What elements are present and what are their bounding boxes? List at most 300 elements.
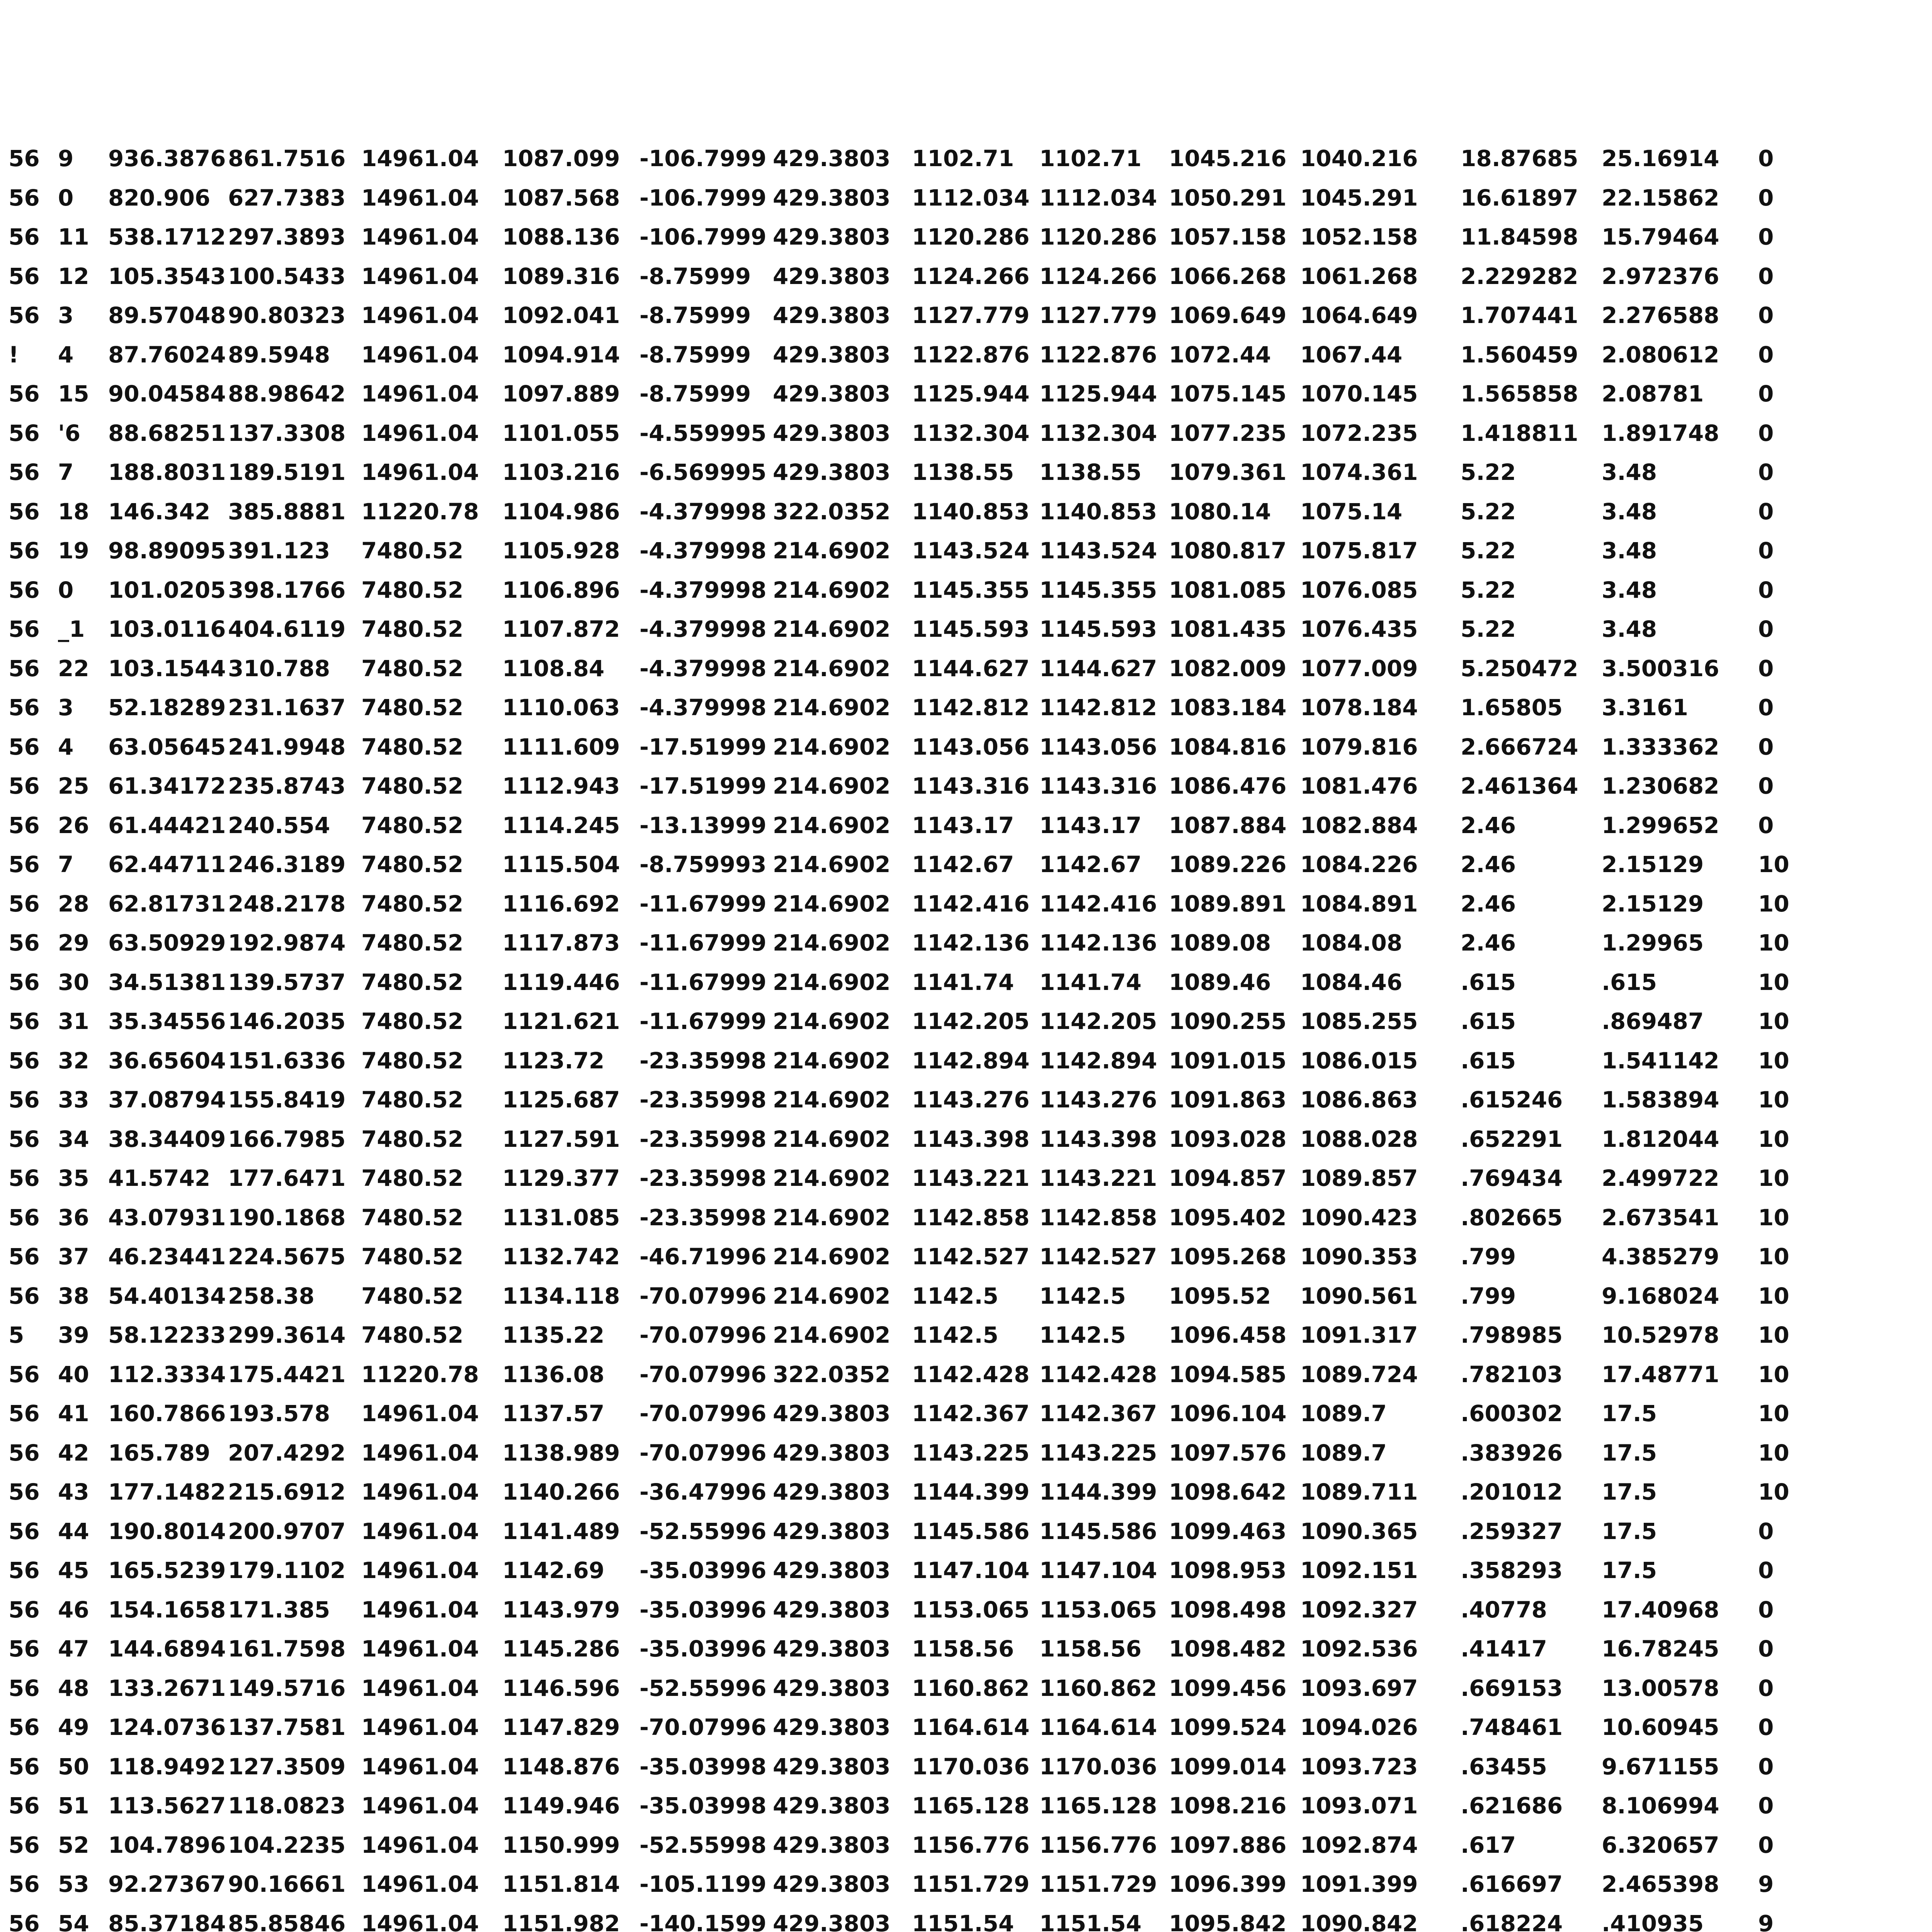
table-cell: 49 bbox=[58, 1714, 89, 1740]
table-cell: 62.44711 bbox=[108, 851, 226, 878]
table-cell: 1084.816 bbox=[1169, 733, 1287, 760]
table-cell: 10 bbox=[1758, 1361, 1789, 1388]
table-row bbox=[0, 1869, 1932, 1900]
table-cell: 18.87685 bbox=[1461, 145, 1578, 172]
table-cell: 1077.235 bbox=[1169, 420, 1287, 446]
table-cell: 627.7383 bbox=[228, 184, 346, 211]
table-cell: 56 bbox=[9, 851, 40, 878]
table-cell: 165.789 bbox=[108, 1439, 211, 1466]
table-cell: 429.3803 bbox=[773, 420, 891, 446]
table-cell: 8.106994 bbox=[1602, 1793, 1719, 1819]
table-cell: -4.379998 bbox=[639, 537, 767, 564]
table-cell: 1090.561 bbox=[1300, 1282, 1418, 1309]
table-cell: 10 bbox=[1758, 1479, 1789, 1505]
table-cell: 1092.151 bbox=[1300, 1557, 1418, 1583]
table-cell: 1092.327 bbox=[1300, 1596, 1418, 1623]
table-cell: -6.569995 bbox=[639, 459, 767, 485]
table-cell: 10 bbox=[1758, 1400, 1789, 1427]
table-cell: 1145.586 bbox=[912, 1518, 1030, 1544]
table-cell: .748461 bbox=[1461, 1714, 1563, 1740]
table-cell: 1108.84 bbox=[502, 655, 605, 682]
table-cell: 214.6902 bbox=[773, 1165, 891, 1191]
table-row bbox=[0, 1281, 1932, 1311]
table-cell: 149.5716 bbox=[228, 1675, 346, 1701]
table-row bbox=[0, 1476, 1932, 1507]
table-cell: 7480.52 bbox=[361, 1282, 464, 1309]
table-cell: 1143.316 bbox=[1039, 773, 1157, 799]
table-cell: 299.3614 bbox=[228, 1322, 346, 1348]
table-cell: 2.972376 bbox=[1602, 263, 1719, 289]
table-cell: 9 bbox=[1758, 1871, 1774, 1897]
table-cell: 56 bbox=[9, 1204, 40, 1231]
table-cell: -4.379998 bbox=[639, 616, 767, 642]
table-cell: 258.38 bbox=[228, 1282, 315, 1309]
table-cell: 1121.621 bbox=[502, 1008, 620, 1034]
table-cell: 2.15129 bbox=[1602, 890, 1704, 917]
table-row bbox=[0, 378, 1932, 409]
table-cell: 56 bbox=[9, 498, 40, 525]
table-cell: 429.3803 bbox=[773, 184, 891, 211]
table-cell: 7480.52 bbox=[361, 1047, 464, 1074]
table-cell: 1.29965 bbox=[1602, 930, 1704, 956]
table-cell: 1142.69 bbox=[502, 1557, 605, 1583]
table-cell: 56 bbox=[9, 1832, 40, 1858]
table-cell: 56 bbox=[9, 773, 40, 799]
table-cell: 56 bbox=[9, 302, 40, 328]
table-cell: 1142.894 bbox=[912, 1047, 1030, 1074]
table-cell: .41417 bbox=[1461, 1636, 1547, 1662]
table-cell: 1076.435 bbox=[1300, 616, 1418, 642]
table-cell: .616697 bbox=[1461, 1871, 1563, 1897]
table-cell: 1.565858 bbox=[1461, 381, 1578, 407]
table-row bbox=[0, 1790, 1932, 1821]
table-cell: 56 bbox=[9, 1165, 40, 1191]
table-cell: 1084.891 bbox=[1300, 890, 1418, 917]
table-cell: 214.6902 bbox=[773, 1087, 891, 1113]
table-cell: 118.0823 bbox=[228, 1793, 346, 1819]
table-row bbox=[0, 1594, 1932, 1625]
table-cell: 0 bbox=[1758, 1557, 1774, 1583]
table-cell: -106.7999 bbox=[639, 184, 767, 211]
table-row bbox=[0, 731, 1932, 762]
table-cell: 14961.04 bbox=[361, 1871, 479, 1897]
table-cell: 1145.355 bbox=[1039, 577, 1157, 603]
table-cell: 1127.779 bbox=[912, 302, 1030, 328]
table-cell: 0 bbox=[1758, 1753, 1774, 1780]
table-cell: 1156.776 bbox=[1039, 1832, 1157, 1858]
table-cell: 0 bbox=[1758, 1793, 1774, 1819]
table-cell: -4.379998 bbox=[639, 577, 767, 603]
table-cell: 192.9874 bbox=[228, 930, 346, 956]
table-cell: 1.65805 bbox=[1461, 694, 1563, 721]
table-cell: 1079.361 bbox=[1169, 459, 1287, 485]
table-cell: 17.40968 bbox=[1602, 1596, 1719, 1623]
table-cell: 1.333362 bbox=[1602, 733, 1719, 760]
table-cell: 10 bbox=[1758, 1439, 1789, 1466]
table-cell: 18 bbox=[58, 498, 89, 525]
table-cell: 14961.04 bbox=[361, 263, 479, 289]
table-cell: 139.5737 bbox=[228, 969, 346, 995]
table-cell: 429.3803 bbox=[773, 263, 891, 289]
table-cell: 429.3803 bbox=[773, 1910, 891, 1932]
table-cell: 56 bbox=[9, 1557, 40, 1583]
table-cell: 166.7985 bbox=[228, 1126, 346, 1152]
table-cell: 1080.14 bbox=[1169, 498, 1271, 525]
table-cell: 1129.377 bbox=[502, 1165, 620, 1191]
table-cell: .201012 bbox=[1461, 1479, 1563, 1505]
table-cell: 1117.873 bbox=[502, 930, 620, 956]
table-cell: 1143.979 bbox=[502, 1596, 620, 1623]
table-cell: -8.759993 bbox=[639, 851, 767, 878]
table-cell: 1069.649 bbox=[1169, 302, 1287, 328]
table-cell: 297.3893 bbox=[228, 224, 346, 250]
table-cell: 46.23441 bbox=[108, 1243, 226, 1270]
table-cell: 10 bbox=[1758, 1047, 1789, 1074]
table-cell: 1097.886 bbox=[1169, 1832, 1287, 1858]
table-cell: 2.465398 bbox=[1602, 1871, 1719, 1897]
table-row bbox=[0, 1830, 1932, 1861]
table-cell: 14961.04 bbox=[361, 184, 479, 211]
table-cell: 1119.446 bbox=[502, 969, 620, 995]
table-cell: 1077.009 bbox=[1300, 655, 1418, 682]
table-cell: 214.6902 bbox=[773, 1008, 891, 1034]
table-cell: 10.52978 bbox=[1602, 1322, 1719, 1348]
table-cell: 56 bbox=[9, 1753, 40, 1780]
table-cell: 1143.17 bbox=[912, 812, 1014, 838]
table-cell: 0 bbox=[1758, 224, 1774, 250]
table-cell: 214.6902 bbox=[773, 1047, 891, 1074]
table-cell: 42 bbox=[58, 1439, 89, 1466]
table-cell: 56 bbox=[9, 1793, 40, 1819]
table-cell: 14961.04 bbox=[361, 420, 479, 446]
table-cell: 54.40134 bbox=[108, 1282, 226, 1309]
table-cell: 33 bbox=[58, 1087, 89, 1113]
table-cell: 56 bbox=[9, 1439, 40, 1466]
table-cell: 7 bbox=[58, 851, 74, 878]
table-cell: 1143.316 bbox=[912, 773, 1030, 799]
table-cell: 1125.944 bbox=[1039, 381, 1157, 407]
table-cell: 146.2035 bbox=[228, 1008, 346, 1034]
table-cell: 10 bbox=[1758, 1165, 1789, 1191]
table-row bbox=[0, 1084, 1932, 1115]
table-cell: 34 bbox=[58, 1126, 89, 1152]
table-cell: 1136.08 bbox=[502, 1361, 605, 1388]
table-cell: -4.379998 bbox=[639, 498, 767, 525]
table-cell: 2.46 bbox=[1461, 930, 1516, 956]
table-cell: 1084.08 bbox=[1300, 930, 1403, 956]
table-row bbox=[0, 1006, 1932, 1037]
table-cell: 1094.857 bbox=[1169, 1165, 1287, 1191]
table-cell: 5 bbox=[9, 1322, 24, 1348]
table-cell: 1075.14 bbox=[1300, 498, 1403, 525]
table-cell: 56 bbox=[9, 616, 40, 642]
table-cell: 1089.724 bbox=[1300, 1361, 1418, 1388]
table-cell: 127.3509 bbox=[228, 1753, 346, 1780]
table-cell: 7480.52 bbox=[361, 812, 464, 838]
table-cell: -11.67999 bbox=[639, 969, 767, 995]
table-cell: 1170.036 bbox=[1039, 1753, 1157, 1780]
table-cell: 1150.999 bbox=[502, 1832, 620, 1858]
table-cell: 14961.04 bbox=[361, 145, 479, 172]
table-cell: 429.3803 bbox=[773, 1793, 891, 1819]
table-cell: 3.48 bbox=[1602, 577, 1657, 603]
table-cell: 1095.52 bbox=[1169, 1282, 1271, 1309]
table-cell: 0 bbox=[1758, 145, 1774, 172]
table-row bbox=[0, 1124, 1932, 1155]
table-cell: 1098.216 bbox=[1169, 1793, 1287, 1819]
table-cell: 56 bbox=[9, 812, 40, 838]
table-cell: 1137.57 bbox=[502, 1400, 605, 1427]
table-cell: 160.7866 bbox=[108, 1400, 226, 1427]
table-cell: 29 bbox=[58, 930, 89, 956]
table-cell: 1142.416 bbox=[912, 890, 1030, 917]
table-cell: 231.1637 bbox=[228, 694, 346, 721]
table-cell: 1146.596 bbox=[502, 1675, 620, 1701]
table-cell: 1.230682 bbox=[1602, 773, 1719, 799]
table-cell: 34.51381 bbox=[108, 969, 226, 995]
table-cell: 5.22 bbox=[1461, 616, 1516, 642]
table-cell: .798985 bbox=[1461, 1322, 1563, 1348]
table-cell: 0 bbox=[1758, 1518, 1774, 1544]
table-cell: -52.55996 bbox=[639, 1675, 767, 1701]
table-cell: 1142.367 bbox=[1039, 1400, 1157, 1427]
table-cell: 1087.099 bbox=[502, 145, 620, 172]
table-cell: 15 bbox=[58, 381, 89, 407]
table-cell: 56 bbox=[9, 1008, 40, 1034]
table-cell: .769434 bbox=[1461, 1165, 1563, 1191]
table-cell: -70.07996 bbox=[639, 1282, 767, 1309]
table-cell: 1143.221 bbox=[1039, 1165, 1157, 1191]
table-cell: 0 bbox=[1758, 1675, 1774, 1701]
table-cell: 2.15129 bbox=[1602, 851, 1704, 878]
table-row bbox=[0, 927, 1932, 958]
table-cell: 40 bbox=[58, 1361, 89, 1388]
table-cell: 1067.44 bbox=[1300, 341, 1403, 368]
table-cell: 1140.853 bbox=[912, 498, 1030, 525]
table-cell: 0 bbox=[58, 577, 74, 603]
table-cell: 429.3803 bbox=[773, 341, 891, 368]
table-cell: -23.35998 bbox=[639, 1047, 767, 1074]
table-cell: 1138.989 bbox=[502, 1439, 620, 1466]
table-cell: -8.75999 bbox=[639, 381, 751, 407]
table-cell: 1085.255 bbox=[1300, 1008, 1418, 1034]
table-cell: 165.5239 bbox=[108, 1557, 226, 1583]
table-cell: 35.34556 bbox=[108, 1008, 226, 1034]
table-cell: 0 bbox=[1758, 381, 1774, 407]
table-cell: 214.6902 bbox=[773, 1282, 891, 1309]
table-cell: 1087.884 bbox=[1169, 812, 1287, 838]
table-row bbox=[0, 182, 1932, 213]
table-cell: 1135.22 bbox=[502, 1322, 605, 1348]
table-cell: 14961.04 bbox=[361, 341, 479, 368]
table-cell: 1142.5 bbox=[912, 1282, 998, 1309]
table-cell: 9 bbox=[58, 145, 74, 172]
table-cell: 1132.304 bbox=[912, 420, 1030, 446]
table-cell: .802665 bbox=[1461, 1204, 1563, 1231]
table-cell: 44 bbox=[58, 1518, 89, 1544]
table-cell: .669153 bbox=[1461, 1675, 1563, 1701]
table-cell: 11 bbox=[58, 224, 89, 250]
table-cell: 1095.402 bbox=[1169, 1204, 1287, 1231]
table-cell: 19 bbox=[58, 537, 89, 564]
table-cell: 56 bbox=[9, 224, 40, 250]
table-cell: 1151.54 bbox=[912, 1910, 1014, 1932]
table-cell: 1080.817 bbox=[1169, 537, 1287, 564]
table-cell: 1142.67 bbox=[912, 851, 1014, 878]
table-cell: 1052.158 bbox=[1300, 224, 1418, 250]
table-row bbox=[0, 849, 1932, 880]
table-cell: 56 bbox=[9, 1910, 40, 1932]
table-cell: 155.8419 bbox=[228, 1087, 346, 1113]
table-cell: 0 bbox=[1758, 459, 1774, 485]
table-cell: 1142.67 bbox=[1039, 851, 1142, 878]
table-cell: 1072.44 bbox=[1169, 341, 1271, 368]
table-cell: 171.385 bbox=[228, 1596, 330, 1623]
table-cell: 56 bbox=[9, 1479, 40, 1505]
table-cell: -70.07996 bbox=[639, 1361, 767, 1388]
table-cell: 1045.291 bbox=[1300, 184, 1418, 211]
table-cell: 1099.524 bbox=[1169, 1714, 1287, 1740]
table-cell: 1138.55 bbox=[912, 459, 1014, 485]
table-cell: 429.3803 bbox=[773, 224, 891, 250]
table-cell: 51 bbox=[58, 1793, 89, 1819]
table-cell: 1142.858 bbox=[1039, 1204, 1157, 1231]
table-cell: 1143.398 bbox=[1039, 1126, 1157, 1152]
table-cell: 10 bbox=[1758, 1087, 1789, 1113]
table-cell: 7480.52 bbox=[361, 1322, 464, 1348]
table-cell: 56 bbox=[9, 1361, 40, 1388]
table-cell: 861.7516 bbox=[228, 145, 346, 172]
table-cell: 1.541142 bbox=[1602, 1047, 1719, 1074]
table-cell: 50 bbox=[58, 1753, 89, 1780]
table-cell: 214.6902 bbox=[773, 733, 891, 760]
table-cell: -35.03996 bbox=[639, 1636, 767, 1662]
table-cell: 246.3189 bbox=[228, 851, 346, 878]
table-cell: .410935 bbox=[1602, 1910, 1704, 1932]
table-cell: 7480.52 bbox=[361, 1243, 464, 1270]
table-row bbox=[0, 1437, 1932, 1468]
table-cell: 11220.78 bbox=[361, 1361, 479, 1388]
table-cell: 52.18289 bbox=[108, 694, 226, 721]
table-cell: 1102.71 bbox=[912, 145, 1014, 172]
table-cell: 43.07931 bbox=[108, 1204, 226, 1231]
table-cell: 1122.876 bbox=[912, 341, 1030, 368]
table-cell: 1153.065 bbox=[912, 1596, 1030, 1623]
table-cell: .63455 bbox=[1461, 1753, 1547, 1780]
table-cell: 56 bbox=[9, 1518, 40, 1544]
table-cell: 1151.54 bbox=[1039, 1910, 1142, 1932]
table-cell: 1149.946 bbox=[502, 1793, 620, 1819]
table-cell: 10 bbox=[1758, 969, 1789, 995]
table-cell: 3.3161 bbox=[1602, 694, 1688, 721]
table-cell: 1105.928 bbox=[502, 537, 620, 564]
table-cell: 1.707441 bbox=[1461, 302, 1578, 328]
table-row bbox=[0, 1202, 1932, 1233]
table-row bbox=[0, 653, 1932, 684]
table-cell: 17.5 bbox=[1602, 1557, 1657, 1583]
table-cell: 1141.74 bbox=[912, 969, 1014, 995]
table-cell: 1142.205 bbox=[1039, 1008, 1157, 1034]
table-row bbox=[0, 1516, 1932, 1547]
table-cell: 1089.857 bbox=[1300, 1165, 1418, 1191]
table-cell: .615 bbox=[1602, 969, 1657, 995]
table-row bbox=[0, 221, 1932, 252]
table-cell: 214.6902 bbox=[773, 1204, 891, 1231]
table-cell: 2.229282 bbox=[1461, 263, 1578, 289]
table-cell: 1147.104 bbox=[912, 1557, 1030, 1583]
table-cell: 16.78245 bbox=[1602, 1636, 1719, 1662]
table-cell: -70.07996 bbox=[639, 1400, 767, 1427]
table-cell: 2.08781 bbox=[1602, 381, 1704, 407]
table-cell: 1140.266 bbox=[502, 1479, 620, 1505]
table-cell: 1090.365 bbox=[1300, 1518, 1418, 1544]
table-cell: 1098.953 bbox=[1169, 1557, 1287, 1583]
table-cell: 1165.128 bbox=[1039, 1793, 1157, 1819]
table-cell: 1089.711 bbox=[1300, 1479, 1418, 1505]
table-cell: 1141.489 bbox=[502, 1518, 620, 1544]
table-row bbox=[0, 1163, 1932, 1194]
table-cell: 1164.614 bbox=[912, 1714, 1030, 1740]
table-cell: -23.35998 bbox=[639, 1165, 767, 1191]
table-cell: 56 bbox=[9, 145, 40, 172]
table-cell: 1143.056 bbox=[1039, 733, 1157, 760]
table-cell: -8.75999 bbox=[639, 341, 751, 368]
table-cell: 45 bbox=[58, 1557, 89, 1583]
table-cell: 1.583894 bbox=[1602, 1087, 1719, 1113]
table-cell: 1143.056 bbox=[912, 733, 1030, 760]
table-cell: 124.0736 bbox=[108, 1714, 226, 1740]
table-cell: 103.1544 bbox=[108, 655, 226, 682]
table-cell: .600302 bbox=[1461, 1400, 1563, 1427]
table-cell: 5.22 bbox=[1461, 459, 1516, 485]
table-cell: 1145.593 bbox=[912, 616, 1030, 642]
table-cell: 1082.884 bbox=[1300, 812, 1418, 838]
table-cell: 118.9492 bbox=[108, 1753, 226, 1780]
table-cell: -4.379998 bbox=[639, 694, 767, 721]
table-cell: 14961.04 bbox=[361, 459, 479, 485]
table-cell: 90.80323 bbox=[228, 302, 346, 328]
table-cell: 4.385279 bbox=[1602, 1243, 1719, 1270]
table-row bbox=[0, 1712, 1932, 1743]
table-cell: 1057.158 bbox=[1169, 224, 1287, 250]
table-cell: 429.3803 bbox=[773, 145, 891, 172]
table-cell: 429.3803 bbox=[773, 1714, 891, 1740]
table-cell: 1123.72 bbox=[502, 1047, 605, 1074]
table-cell: 7480.52 bbox=[361, 930, 464, 956]
table-row bbox=[0, 1045, 1932, 1076]
table-cell: 0 bbox=[1758, 263, 1774, 289]
table-cell: 7480.52 bbox=[361, 851, 464, 878]
table-cell: .617 bbox=[1461, 1832, 1516, 1858]
table-cell: 56 bbox=[9, 655, 40, 682]
table-cell: 56 bbox=[9, 537, 40, 564]
table-cell: 10 bbox=[1758, 1282, 1789, 1309]
table-cell: 9 bbox=[1758, 1910, 1774, 1932]
table-cell: 1144.399 bbox=[1039, 1479, 1157, 1505]
table-cell: 56 bbox=[9, 1282, 40, 1309]
table-cell: 56 bbox=[9, 381, 40, 407]
table-cell: '6 bbox=[58, 420, 81, 446]
table-cell: 41.5742 bbox=[108, 1165, 211, 1191]
table-cell: 1078.184 bbox=[1300, 694, 1418, 721]
table-row bbox=[0, 888, 1932, 919]
table-cell: 1074.361 bbox=[1300, 459, 1418, 485]
table-cell: 1147.104 bbox=[1039, 1557, 1157, 1583]
table-cell: 1143.225 bbox=[912, 1439, 1030, 1466]
table-cell: 1096.104 bbox=[1169, 1400, 1287, 1427]
table-cell: 1127.779 bbox=[1039, 302, 1157, 328]
table-cell: 1081.476 bbox=[1300, 773, 1418, 799]
